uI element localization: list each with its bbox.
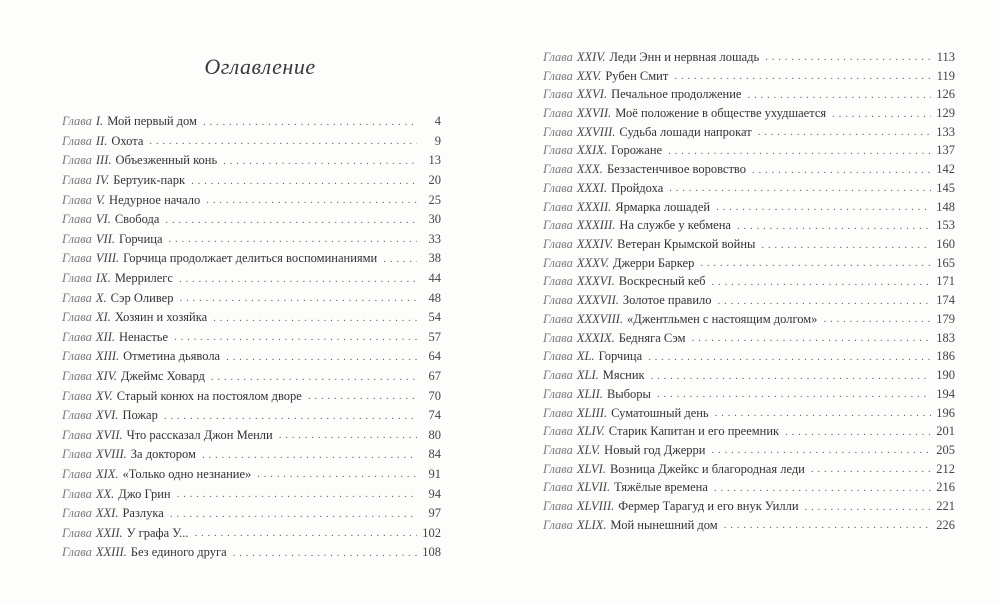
toc-entry[interactable] — [62, 367, 441, 387]
chapter-number: XXXVIII. — [576, 311, 624, 326]
page-number: 38 — [428, 251, 441, 266]
toc-entry[interactable] — [62, 288, 441, 308]
toc-entry[interactable] — [543, 198, 955, 217]
toc-entry[interactable] — [62, 190, 441, 210]
chapter-label: Глава — [543, 386, 573, 401]
page-number: 174 — [936, 293, 955, 308]
dot-leader — [211, 371, 417, 383]
chapter-number: XIII. — [95, 349, 120, 364]
page-number: 13 — [428, 153, 441, 168]
chapter-title: Фермер Тарагуд и его внук Уилли — [618, 499, 799, 514]
toc-entry[interactable] — [62, 308, 441, 328]
chapter-title: На службе у кебмена — [619, 218, 731, 233]
chapter-label: Глава — [543, 87, 573, 102]
toc-entry[interactable] — [62, 328, 441, 348]
page-number: 205 — [936, 442, 955, 457]
dot-leader — [805, 501, 931, 513]
chapter-title: Бертуик-парк — [113, 173, 186, 188]
toc-entry[interactable] — [543, 516, 955, 535]
chapter-label: Глава — [543, 293, 573, 308]
dot-leader — [174, 331, 417, 343]
dot-leader — [669, 182, 931, 194]
chapter-label: Глава — [543, 442, 573, 457]
chapter-number: XLVIII. — [576, 499, 615, 514]
toc-entry[interactable] — [62, 504, 441, 524]
toc-left-column — [62, 112, 441, 563]
page-number: 64 — [428, 349, 441, 364]
chapter-title: Без единого друга — [130, 545, 227, 560]
chapter-number: XIV. — [95, 369, 117, 384]
toc-entry[interactable] — [62, 523, 441, 543]
dot-leader — [383, 253, 417, 265]
chapter-label: Глава — [543, 124, 573, 139]
dot-leader — [308, 390, 417, 402]
chapter-title: Мой первый дом — [107, 114, 197, 129]
page-number: 33 — [428, 231, 441, 246]
chapter-title: Старик Капитан и его преемник — [608, 424, 780, 439]
chapter-title: Пройдоха — [611, 180, 664, 195]
page-number: 25 — [428, 192, 441, 207]
chapter-number: XL. — [576, 349, 595, 364]
chapter-number: XLVII. — [576, 480, 611, 495]
toc-entry[interactable] — [543, 273, 955, 292]
chapter-number: IV. — [95, 173, 110, 188]
dot-leader — [202, 449, 417, 461]
dot-leader — [785, 426, 931, 438]
chapter-number: XVI. — [95, 408, 119, 423]
chapter-title: Свобода — [114, 212, 160, 227]
chapter-title: Ветеран Крымской войны — [617, 237, 756, 252]
toc-entry[interactable] — [543, 366, 955, 385]
toc-entry[interactable] — [543, 479, 955, 498]
chapter-number: XXXVII. — [576, 293, 619, 308]
chapter-title: Ненастье — [118, 329, 169, 344]
chapter-title: У графа У... — [126, 525, 189, 540]
chapter-title: Мой нынешний дом — [610, 517, 718, 532]
chapter-label: Глава — [62, 369, 92, 384]
chapter-title: Тяжёлые времена — [614, 480, 708, 495]
dot-leader — [718, 295, 931, 307]
toc-entry[interactable] — [62, 386, 441, 406]
dot-leader — [823, 313, 931, 325]
dot-leader — [169, 233, 417, 245]
chapter-title: Воскресный кеб — [618, 274, 706, 289]
chapter-label: Глава — [543, 274, 573, 289]
chapter-title: Новый год Джерри — [604, 442, 706, 457]
toc-entry[interactable] — [62, 210, 441, 230]
chapter-label: Глава — [62, 408, 92, 423]
chapter-label: Глава — [62, 114, 92, 129]
chapter-label: Глава — [543, 311, 573, 326]
toc-entry[interactable] — [543, 48, 955, 67]
toc-entry[interactable] — [62, 269, 441, 289]
chapter-title: Старый конюх на постоялом дворе — [116, 388, 302, 403]
chapter-number: XXI. — [95, 506, 119, 521]
chapter-number: XLVI. — [576, 461, 606, 476]
page-number: 119 — [936, 68, 955, 83]
page-number: 201 — [936, 424, 955, 439]
dot-leader — [724, 519, 931, 531]
chapter-label: Глава — [543, 68, 573, 83]
page-number: 153 — [936, 218, 955, 233]
toc-entry[interactable] — [62, 543, 441, 563]
chapter-number: XXXI. — [576, 180, 608, 195]
chapter-number: XVII. — [95, 427, 123, 442]
page-number: 186 — [936, 349, 955, 364]
chapter-title: Горчица — [598, 349, 643, 364]
dot-leader — [737, 220, 931, 232]
chapter-title: «Джентльмен с настоящим долгом» — [627, 311, 818, 326]
toc-entry[interactable] — [543, 441, 955, 460]
chapter-label: Глава — [543, 424, 573, 439]
dot-leader — [747, 89, 931, 101]
chapter-number: XLIX. — [576, 517, 607, 532]
toc-entry[interactable] — [62, 465, 441, 485]
chapter-title: Охота — [111, 133, 144, 148]
page-number: 148 — [936, 199, 955, 214]
page-number: 67 — [428, 369, 441, 384]
dot-leader — [811, 463, 931, 475]
toc-entry[interactable] — [543, 67, 955, 86]
chapter-label: Глава — [543, 162, 573, 177]
toc-entry[interactable] — [543, 310, 955, 329]
toc-entry[interactable] — [543, 160, 955, 179]
page-number: 183 — [936, 330, 955, 345]
chapter-label: Глава — [543, 461, 573, 476]
toc-entry[interactable] — [543, 216, 955, 235]
chapter-title: Недурное начало — [109, 192, 201, 207]
toc-entry[interactable] — [62, 406, 441, 426]
chapter-label: Глава — [543, 330, 573, 345]
page-number: 160 — [936, 237, 955, 252]
chapter-number: XI. — [95, 310, 111, 325]
dot-leader — [832, 108, 931, 120]
dot-leader — [203, 116, 417, 128]
page-number: 179 — [936, 311, 955, 326]
dot-leader — [765, 51, 931, 63]
chapter-title: Джерри Баркер — [612, 255, 695, 270]
page-number: 196 — [936, 405, 955, 420]
chapter-title: Мясник — [602, 368, 645, 383]
page-title: Оглавление — [204, 54, 316, 79]
chapter-title: Печальное продолжение — [611, 87, 742, 102]
chapter-number: XX. — [95, 486, 115, 501]
chapter-title: Выборы — [606, 386, 651, 401]
dot-leader — [279, 429, 417, 441]
chapter-title: Золотое правило — [622, 293, 712, 308]
chapter-number: XXXIV. — [576, 237, 614, 252]
page-number: 126 — [936, 87, 955, 102]
dot-leader — [674, 70, 931, 82]
toc-right-column — [543, 48, 955, 535]
page-number: 216 — [936, 480, 955, 495]
chapter-number: XXII. — [95, 525, 123, 540]
chapter-label: Глава — [62, 525, 92, 540]
toc-entry[interactable] — [543, 291, 955, 310]
chapter-label: Глава — [543, 499, 573, 514]
page-number: 54 — [428, 310, 441, 325]
dot-leader — [700, 257, 931, 269]
page-number: 142 — [936, 162, 955, 177]
chapter-number: XLII. — [576, 386, 603, 401]
toc-entry[interactable] — [543, 329, 955, 348]
chapter-label: Глава — [62, 271, 92, 286]
page-number: 20 — [428, 173, 441, 188]
chapter-title: Хозяин и хозяйка — [114, 310, 208, 325]
chapter-label: Глава — [62, 466, 92, 481]
toc-entry[interactable] — [543, 123, 955, 142]
page-number: 84 — [428, 447, 441, 462]
toc-entry[interactable] — [543, 85, 955, 104]
toc-entry[interactable] — [62, 249, 441, 269]
dot-leader — [668, 145, 931, 157]
chapter-number: XXVIII. — [576, 124, 616, 139]
dot-leader — [233, 547, 417, 559]
dot-leader — [149, 135, 417, 147]
chapter-title: «Только одно незнание» — [122, 466, 252, 481]
page-number: 44 — [428, 271, 441, 286]
dot-leader — [223, 155, 417, 167]
toc-entry[interactable] — [62, 132, 441, 152]
chapter-label: Глава — [543, 405, 573, 420]
chapter-title: Отметина дьявола — [123, 349, 221, 364]
chapter-label: Глава — [543, 199, 573, 214]
chapter-label: Глава — [62, 447, 92, 462]
toc-entry[interactable] — [543, 460, 955, 479]
chapter-number: XLIV. — [576, 424, 605, 439]
page-number: 70 — [428, 388, 441, 403]
chapter-number: II. — [95, 133, 108, 148]
chapter-title: Пожар — [122, 408, 158, 423]
dot-leader — [761, 239, 931, 251]
chapter-label: Глава — [62, 427, 92, 442]
page-number: 133 — [936, 124, 955, 139]
chapter-number: XXIV. — [576, 49, 606, 64]
toc-entry[interactable] — [62, 230, 441, 250]
page-number: 57 — [428, 329, 441, 344]
chapter-number: XVIII. — [95, 447, 127, 462]
chapter-label: Глава — [62, 153, 92, 168]
chapter-title: Что рассказал Джон Менли — [126, 427, 273, 442]
page-number: 30 — [428, 212, 441, 227]
toc-entry[interactable] — [62, 445, 441, 465]
page-number: 221 — [936, 499, 955, 514]
chapter-label: Глава — [543, 106, 573, 121]
chapter-title: Моё положение в обществе ухудшается — [615, 106, 827, 121]
chapter-label: Глава — [62, 349, 92, 364]
chapter-number: XXIX. — [576, 143, 608, 158]
chapter-label: Глава — [62, 251, 92, 266]
toc-entry[interactable] — [62, 151, 441, 171]
chapter-number: XLIII. — [576, 405, 608, 420]
dot-leader — [692, 332, 931, 344]
chapter-label: Глава — [543, 180, 573, 195]
page-number: 108 — [422, 545, 441, 560]
chapter-title: Беззастенчивое воровство — [606, 162, 746, 177]
dot-leader — [752, 164, 931, 176]
chapter-title: Разлука — [122, 506, 164, 521]
toc-entry[interactable] — [62, 112, 441, 132]
chapter-label: Глава — [543, 480, 573, 495]
dot-leader — [648, 351, 931, 363]
dot-leader — [170, 508, 417, 520]
page-number: 4 — [434, 114, 441, 129]
toc-entry[interactable] — [62, 426, 441, 446]
chapter-number: XXXIX. — [576, 330, 615, 345]
toc-entry[interactable] — [543, 179, 955, 198]
toc-entry[interactable] — [543, 348, 955, 367]
page-number: 97 — [428, 506, 441, 521]
dot-leader — [179, 273, 417, 285]
chapter-number: V. — [95, 192, 106, 207]
dot-leader — [191, 175, 417, 187]
page-number: 48 — [428, 290, 441, 305]
page-number: 80 — [428, 427, 441, 442]
dot-leader — [213, 312, 417, 324]
chapter-label: Глава — [62, 192, 92, 207]
chapter-number: XXIII. — [95, 545, 127, 560]
toc-entry[interactable] — [543, 422, 955, 441]
chapter-title: Горчица продолжает делиться воспоминаниями — [123, 251, 378, 266]
chapter-number: XLV. — [576, 442, 601, 457]
page-number: 94 — [428, 486, 441, 501]
chapter-label: Глава — [543, 349, 573, 364]
chapter-title: Сэр Оливер — [110, 290, 174, 305]
chapter-number: I. — [95, 114, 104, 129]
dot-leader — [758, 126, 931, 138]
chapter-number: XXX. — [576, 162, 603, 177]
dot-leader — [651, 370, 931, 382]
page-number: 91 — [428, 466, 441, 481]
toc-entry[interactable] — [62, 347, 441, 367]
toc-entry[interactable] — [543, 497, 955, 516]
chapter-label: Глава — [543, 218, 573, 233]
toc-entry[interactable] — [543, 254, 955, 273]
dot-leader — [257, 468, 417, 480]
dot-leader — [657, 388, 931, 400]
chapter-title: Леди Энн и нервная лошадь — [609, 49, 760, 64]
chapter-number: VII. — [95, 231, 115, 246]
chapter-number: III. — [95, 153, 112, 168]
chapter-label: Глава — [543, 143, 573, 158]
chapter-number: XXXIII. — [576, 218, 616, 233]
chapter-number: XXXV. — [576, 255, 609, 270]
page-number: 190 — [936, 368, 955, 383]
page-number: 226 — [936, 517, 955, 532]
chapter-label: Глава — [62, 173, 92, 188]
chapter-title: Объезженный конь — [115, 153, 218, 168]
chapter-number: XXV. — [576, 68, 602, 83]
chapter-label: Глава — [62, 133, 92, 148]
page-number: 165 — [936, 255, 955, 270]
dot-leader — [179, 292, 417, 304]
page-number: 171 — [936, 274, 955, 289]
chapter-number: X. — [95, 290, 107, 305]
chapter-title: Джо Грин — [118, 486, 171, 501]
page-number: 212 — [936, 461, 955, 476]
chapter-number: XXVII. — [576, 106, 612, 121]
chapter-label: Глава — [62, 486, 92, 501]
page-number: 129 — [936, 106, 955, 121]
chapter-number: XLI. — [576, 368, 599, 383]
dot-leader — [164, 410, 417, 422]
chapter-title: Горожане — [611, 143, 663, 158]
chapter-label: Глава — [62, 231, 92, 246]
toc-entry[interactable] — [543, 385, 955, 404]
chapter-number: XII. — [95, 329, 115, 344]
chapter-label: Глава — [62, 506, 92, 521]
chapter-label: Глава — [543, 255, 573, 270]
dot-leader — [714, 482, 931, 494]
page-number: 145 — [936, 180, 955, 195]
chapter-number: XV. — [95, 388, 113, 403]
chapter-title: Меррилегс — [114, 271, 173, 286]
chapter-number: XXXVI. — [576, 274, 615, 289]
chapter-label: Глава — [62, 329, 92, 344]
chapter-title: Судьба лошади напрокат — [619, 124, 752, 139]
chapter-title: Рубен Смит — [605, 68, 669, 83]
chapter-title: Бедняга Сэм — [618, 330, 686, 345]
toc-entry[interactable] — [543, 235, 955, 254]
dot-leader — [711, 276, 931, 288]
chapter-label: Глава — [62, 290, 92, 305]
dot-leader — [712, 444, 932, 456]
chapter-title: Возница Джейкс и благородная леди — [609, 461, 805, 476]
chapter-label: Глава — [62, 310, 92, 325]
chapter-label: Глава — [62, 388, 92, 403]
chapter-label: Глава — [62, 212, 92, 227]
toc-entry[interactable] — [543, 404, 955, 423]
chapter-title: Суматошный день — [611, 405, 709, 420]
chapter-number: XXXII. — [576, 199, 612, 214]
chapter-label: Глава — [543, 517, 573, 532]
page-number: 74 — [428, 408, 441, 423]
chapter-number: VI. — [95, 212, 111, 227]
toc-entry[interactable] — [543, 104, 955, 123]
page-number: 9 — [434, 133, 441, 148]
chapter-number: IX. — [95, 271, 111, 286]
page-number: 194 — [936, 386, 955, 401]
chapter-title: За доктором — [130, 447, 196, 462]
chapter-number: VIII. — [95, 251, 120, 266]
chapter-title: Горчица — [118, 231, 163, 246]
chapter-label: Глава — [543, 237, 573, 252]
chapter-number: XXVI. — [576, 87, 608, 102]
toc-entry[interactable] — [62, 484, 441, 504]
dot-leader — [715, 407, 931, 419]
chapter-title: Ярмарка лошадей — [615, 199, 711, 214]
page-number: 113 — [936, 49, 955, 64]
dot-leader — [206, 194, 417, 206]
toc-entry[interactable] — [543, 142, 955, 161]
chapter-number: XIX. — [95, 466, 119, 481]
dot-leader — [194, 527, 417, 539]
chapter-title: Джеймс Ховард — [120, 369, 205, 384]
chapter-label: Глава — [62, 545, 92, 560]
page-number: 137 — [936, 143, 955, 158]
dot-leader — [177, 488, 417, 500]
dot-leader — [716, 201, 931, 213]
chapter-label: Глава — [543, 368, 573, 383]
dot-leader — [165, 214, 417, 226]
page-number: 102 — [422, 525, 441, 540]
chapter-label: Глава — [543, 49, 573, 64]
toc-entry[interactable] — [62, 171, 441, 191]
dot-leader — [226, 351, 417, 363]
